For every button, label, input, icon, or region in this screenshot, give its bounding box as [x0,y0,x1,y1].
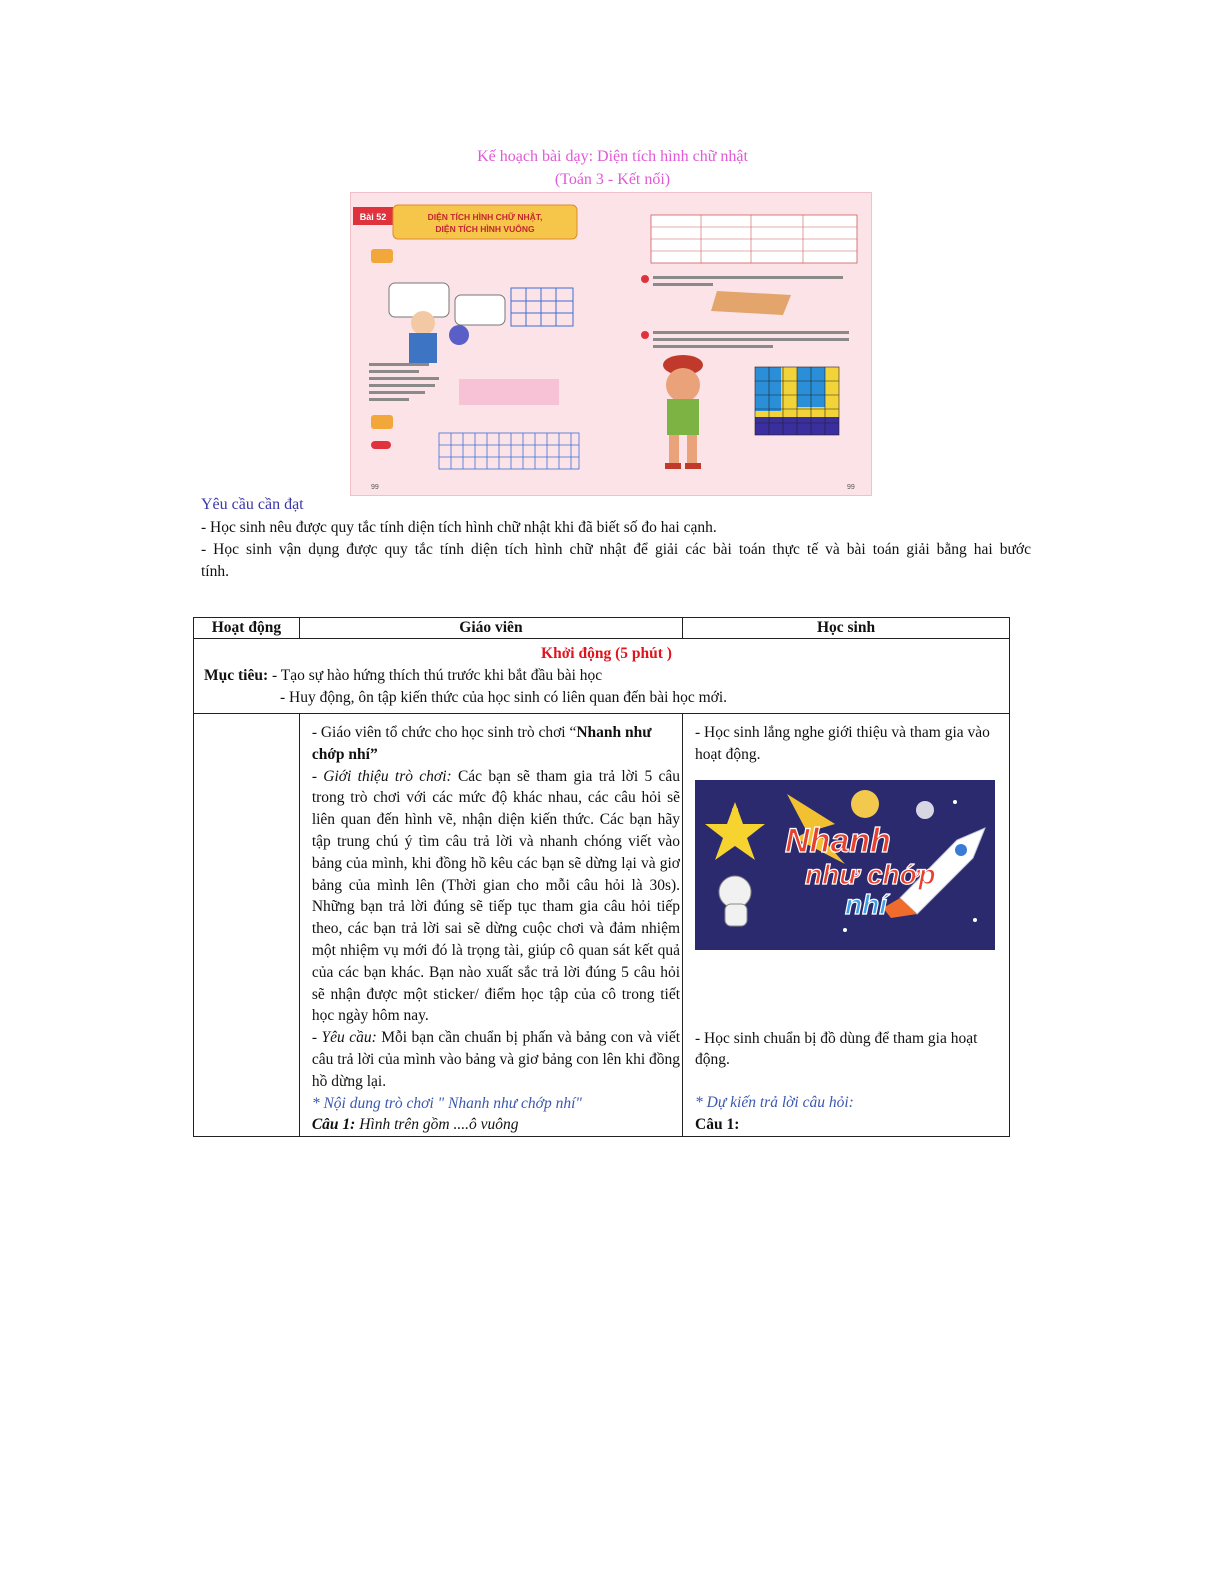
section-row [194,639,1010,714]
intro-text: Các bạn sẽ tham gia trả lời 5 câu trong trò chơi với các mức độ khác nhau, các câu hỏi sẽ liên quan đến hình vẽ, nhận diện kiến thức. Các bạn hãy tập trung chú ý tìm câu trả lời và nhanh chóng viết vào bảng của mình, khi đồng hồ kêu các bạn sẽ dừng lại và giơ bảng của mình lên (Thời gian cho mỗi câu hỏi là 30s). Những bạn trả lời đúng sẽ tiếp tục tham gia câu hỏi tiếp theo, các bạn trả lời sai sẽ dừng cuộc chơi và đảm nhiệm một nhiệm vụ mới đó là trọng tài, giúp cô quan sát kết quả của các bạn khác. Bạn nào xuất sắc trả lời đúng 5 câu hỏi sẽ nhận được một sticker/ điểm học tập của cô trong tiết học ngày hôm nay. [311,767,681,1025]
textbook-page-left: 99 [371,484,379,491]
section-title: Khởi động (5 phút ) [541,645,672,662]
textbook-page-right: 99 [847,484,855,491]
requirement-item-2-cont: tính. [201,563,229,580]
requirements-heading: Yêu cầu cần đạt [201,496,304,513]
activity-row [194,714,1010,1137]
requirement-text: Mỗi bạn cần chuẩn bị phấn và bảng con và viết câu trả lời của mình vào bảng và giơ bảng con lên khi đồng hồ dừng lại. [311,1029,681,1090]
student-response-1: - Học sinh lắng nghe giới thiệu và tham gia vào hoạt động. [695,724,990,763]
student-cell [683,714,1010,1137]
header-teacher: Giáo viên [299,618,682,639]
page-title: Kế hoạch bài dạy: Diện tích hình chữ nhật [477,148,748,165]
goal-label: Mục tiêu: [204,667,269,684]
page-subtitle: (Toán 3 - Kết nối) [554,171,671,188]
goal-1: - Tạo sự hào hứng thích thú trước khi bắt đầu bài học [268,667,603,684]
activity-cell [194,714,300,1137]
goal-2: - Huy động, ôn tập kiến thức của học sinh có liên quan đến bài học mới. [280,688,728,706]
logo-line-2: như chớp [805,858,936,890]
logo-line-3: nhí [845,888,888,920]
textbook-image [350,192,872,496]
requirement-label: - Yêu cầu: [311,1029,377,1047]
requirement-item-2: - Học sinh vận dụng được quy tắc tính diện tích hình chữ nhật để giải các bài toán thực tế và bài toán giải bằng hai bước [201,541,1031,558]
logo-line-1: Nhanh [785,821,891,860]
student-expected-title: * Dự kiến trả lời câu hỏi: [695,1094,854,1112]
question-1-label: Câu 1: [311,1116,356,1134]
game-name: Nhanh như chớp nhí” [311,724,652,763]
question-1-text: Hình trên gồm ....ô vuông [355,1116,519,1134]
header-student: Học sinh [683,618,1010,639]
game-logo-image [695,780,995,950]
header-activity: Hoạt động [194,618,300,639]
lesson-badge: Bài 52 [359,212,387,222]
teacher-intro: - Giáo viên tổ chức cho học sinh trò chơi “ [311,724,577,741]
table-header-row [194,618,1010,639]
student-question-1-label: Câu 1: [695,1115,740,1133]
intro-label: - Giới thiệu trò chơi: [311,767,452,785]
textbook-heading-1: DIỆN TÍCH HÌNH CHỮ NHẬT, [427,212,543,222]
teacher-cell [299,714,682,1137]
textbook-heading-2: DIỆN TÍCH HÌNH VUÔNG [435,224,535,234]
requirement-item-1: - Học sinh nêu được quy tắc tính diện tích hình chữ nhật khi đã biết số đo hai cạnh. [201,519,717,536]
game-content-title: * Nội dung trò chơi " Nhanh như chớp nhí" [311,1094,582,1112]
student-response-2: - Học sinh chuẩn bị đồ dùng để tham gia hoạt động. [695,1029,978,1069]
lesson-plan-table [193,617,1010,1137]
